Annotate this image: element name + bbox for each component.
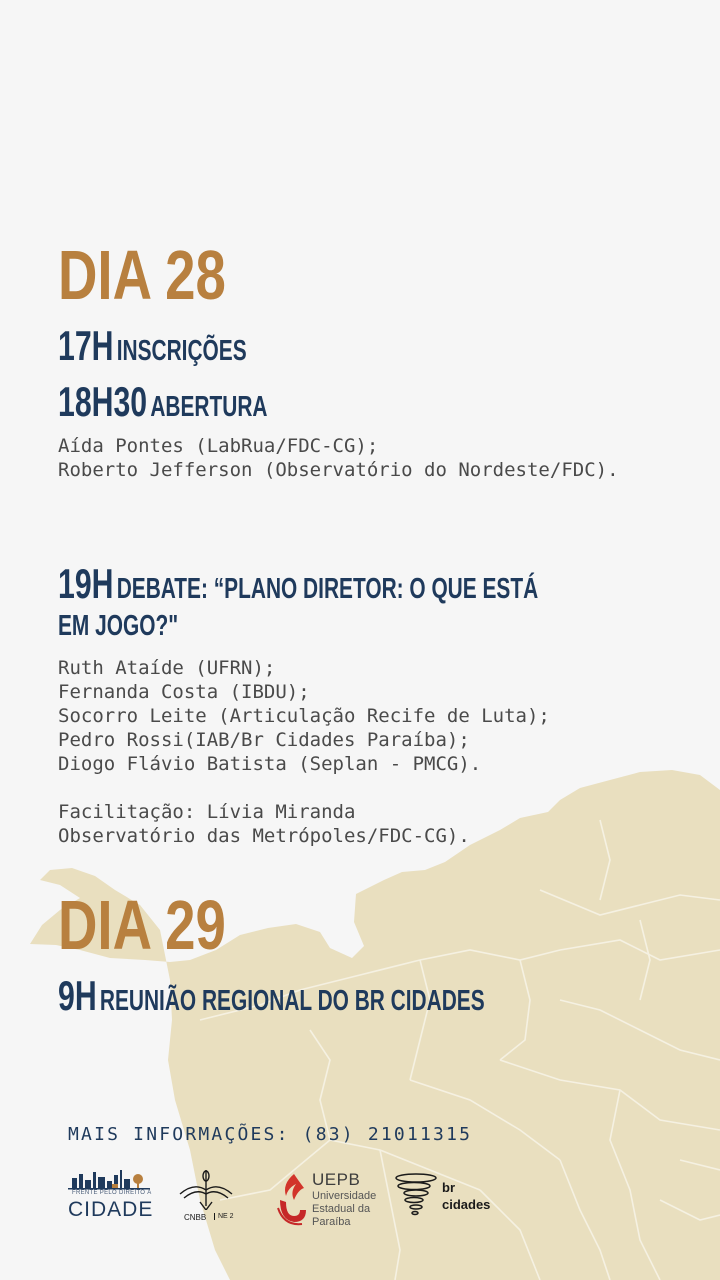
fdc-logo-wordmark: CIDADE	[68, 1198, 154, 1221]
cnbb-logo-text: CNBB	[184, 1213, 207, 1222]
event-time: 9H	[58, 972, 97, 1019]
schedule-item-debate-cont	[58, 610, 178, 643]
tornado-icon	[392, 1172, 438, 1220]
speakers-abertura	[58, 434, 619, 482]
uepb-name-line: Paraíba	[312, 1216, 351, 1228]
cnbb-logo	[176, 1166, 236, 1228]
event-label: REUNIÃO REGIONAL DO BR CIDADES	[99, 985, 485, 1017]
speakers-debate	[58, 656, 550, 776]
uepb-logo	[274, 1170, 384, 1230]
speaker-line: Socorro Leite (Articulação Recife de Luta);	[58, 705, 550, 727]
fdc-logo	[68, 1168, 154, 1224]
skyline-icon	[68, 1168, 150, 1190]
cnbb-region-text: NE 2	[214, 1213, 234, 1220]
schedule-item-abertura	[58, 378, 267, 426]
uepb-name	[312, 1190, 376, 1229]
event-label: DEBATE: “PLANO DIRETOR: O QUE ESTÁ	[116, 573, 539, 605]
event-time: 17H	[58, 322, 114, 369]
event-time: 19H	[58, 560, 114, 607]
uepb-emblem-icon	[274, 1170, 310, 1226]
facilitation-line: Facilitação: Lívia Miranda	[58, 801, 356, 823]
event-time: 18H30	[58, 378, 148, 425]
more-info-contact: MAIS INFORMAÇÕES: (83) 21011315	[68, 1124, 473, 1145]
uepb-acronym: UEPB	[312, 1170, 361, 1189]
speaker-line: Ruth Ataíde (UFRN);	[58, 657, 276, 679]
speaker-line: Diogo Flávio Batista (Seplan - PMCG).	[58, 753, 482, 775]
event-label: INSCRIÇÕES	[116, 335, 247, 367]
schedule-item-debate	[58, 560, 538, 608]
event-label-continued: EM JOGO?"	[58, 610, 179, 642]
speaker-line: Roberto Jefferson (Observatório do Nordeste/FDC).	[58, 459, 619, 481]
facilitation	[58, 800, 470, 848]
day-28-heading: DIA 28	[58, 236, 226, 314]
uepb-name-line: Universidade	[312, 1190, 377, 1202]
day-29-heading: DIA 29	[58, 886, 226, 964]
facilitation-line: Observatório das Metrópoles/FDC-CG).	[58, 825, 470, 847]
speaker-line: Pedro Rossi(IAB/Br Cidades Paraíba);	[58, 729, 470, 751]
event-label: ABERTURA	[150, 391, 268, 423]
brcidades-logo	[392, 1172, 492, 1222]
dove-cross-icon	[176, 1166, 236, 1210]
brcidades-cidades: cidades	[442, 1197, 491, 1212]
schedule-item-inscricoes	[58, 322, 247, 370]
schedule-item-reuniao	[58, 972, 485, 1020]
uepb-name-line: Estadual da	[312, 1203, 371, 1215]
brcidades-br: br	[442, 1180, 455, 1195]
speaker-line: Aída Pontes (LabRua/FDC-CG);	[58, 435, 379, 457]
fdc-logo-subtitle: FRENTE PELO DIREITO À	[72, 1190, 152, 1196]
speaker-line: Fernanda Costa (IBDU);	[58, 681, 310, 703]
